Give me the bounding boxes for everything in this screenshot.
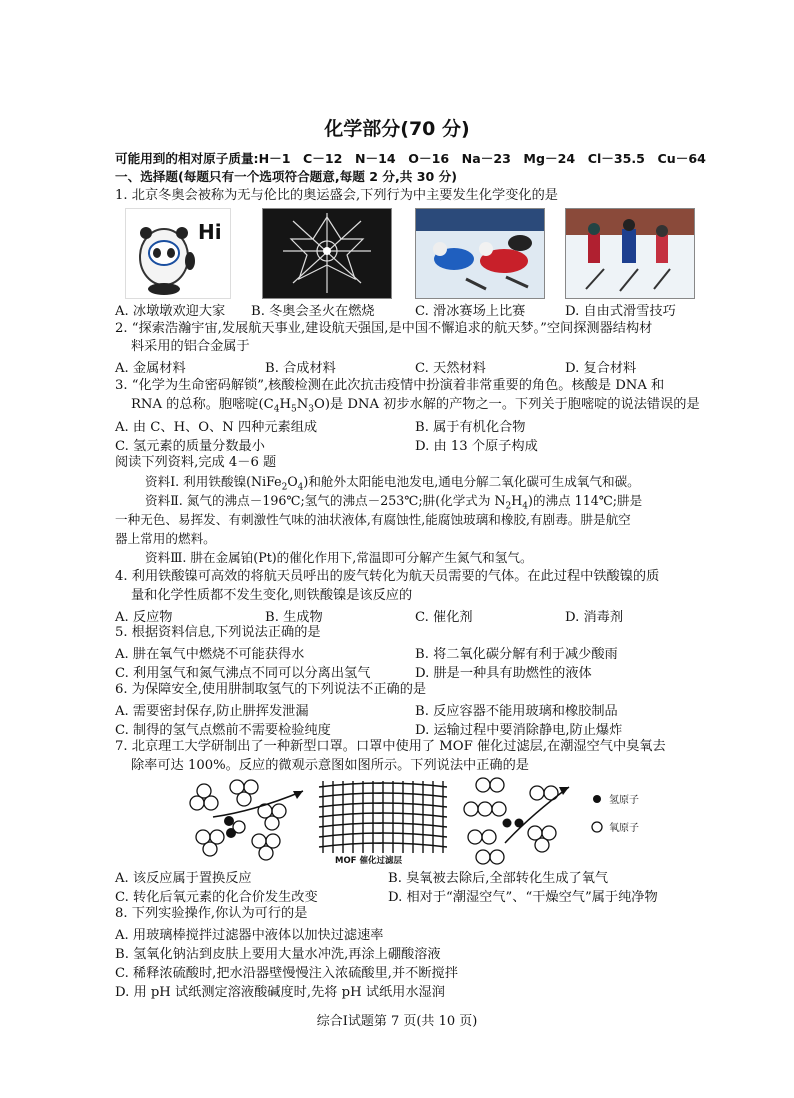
section-title: 化学部分(70 分): [324, 118, 470, 140]
q6-option-c: C. 制得的氢气点燃前不需要检验纯度: [115, 723, 331, 738]
material-2-line-1: 资料Ⅱ. 氮气的沸点－196℃;氢气的沸点－253℃;肼(化学式为 $N_2H_4$)的沸点 114℃;肼是: [145, 493, 643, 512]
q4-option-b: B. 生成物: [265, 610, 323, 625]
q2-option-d: D. 复合材料: [565, 361, 637, 376]
material-3: 资料Ⅲ. 肼在金属铂(Pt)的催化作用下,常温即可分解产生氮气和氢气。: [145, 550, 533, 565]
reaction-diagram: [185, 775, 655, 865]
q2-stem-1: 2. “探索浩瀚宇宙,发展航天事业,建设航天强国,是中国不懈追求的航天梦。”空间探测器结构材: [115, 321, 653, 336]
material-2-line-2: 一种无色、易挥发、有刺激性气味的油状液体,有腐蚀性,能腐蚀玻璃和橡胶,有剧毒。肼是航空: [115, 512, 631, 527]
q4-stem-2: 量和化学性质都不发生变化,则铁酸镍是该反应的: [131, 588, 413, 603]
q6-option-a: A. 需要密封保存,防止肼挥发泄漏: [115, 704, 309, 719]
page-footer: 综合Ⅰ试题第 7 页(共 10 页): [316, 1014, 478, 1029]
q7-option-a: A. 该反应属于置换反应: [115, 871, 252, 886]
q4-stem-1: 4. 利用铁酸镍可高效的将航天员呼出的废气转化为航天员需要的气体。在此过程中铁酸镍的质: [115, 569, 660, 584]
q1-option-b: B. 冬奥会圣火在燃烧: [251, 304, 375, 319]
q3-option-d: D. 由 13 个原子构成: [415, 439, 538, 454]
q5-stem: 5. 根据资料信息,下列说法正确的是: [115, 625, 321, 640]
q5-option-d: D. 肼是一种具有助燃性的液体: [415, 666, 592, 681]
q7-option-b: B. 臭氧被去除后,全部转化生成了氧气: [388, 871, 609, 886]
section-heading: 一、选择题(每题只有一个选项符合题意,每题 2 分,共 30 分): [115, 169, 457, 184]
q2-option-b: B. 合成材料: [265, 361, 336, 376]
photo-mascot: [125, 208, 231, 299]
q5-option-a: A. 肼在氧气中燃烧不可能获得水: [115, 647, 305, 662]
reading-intro: 阅读下列资料,完成 4－6 题: [115, 455, 277, 470]
q3-option-b: B. 属于有机化合物: [415, 420, 526, 435]
q6-option-d: D. 运输过程中要消除静电,防止爆炸: [415, 723, 623, 738]
photo-torch: [262, 208, 392, 299]
q8-stem: 8. 下列实验操作,你认为可行的是: [115, 906, 308, 921]
q7-stem-2: 除率可达 100%。反应的微观示意图如图所示。下列说法中正确的是: [131, 758, 529, 773]
q7-option-d: D. 相对于“潮湿空气”、“干燥空气”属于纯净物: [388, 890, 658, 905]
q3-option-a: A. 由 C、H、O、N 四种元素组成: [115, 420, 318, 435]
mascot-hi-text: Hi: [198, 220, 222, 244]
q3-stem-2: RNA 的总称。胞嘧啶$(C_4H_5N_3O)$是 DNA 初步水解的产物之一。下列关于胞嘧啶的说法错误的是: [131, 397, 700, 415]
q5-option-c: C. 利用氢气和氮气沸点不同可以分离出氢气: [115, 666, 371, 681]
q2-option-c: C. 天然材料: [415, 361, 486, 376]
q2-stem-2: 料采用的铝合金属于: [131, 339, 250, 354]
q6-stem: 6. 为保障安全,使用肼制取氢气的下列说法不正确的是: [115, 682, 427, 697]
q8-option-c: C. 稀释浓硫酸时,把水沿器壁慢慢注入浓硫酸里,并不断搅拌: [115, 966, 458, 981]
q7-option-c: C. 转化后氧元素的化合价发生改变: [115, 890, 318, 905]
q8-option-b: B. 氢氧化钠沾到皮肤上要用大量水冲洗,再涂上硼酸溶液: [115, 947, 441, 962]
q5-option-b: B. 将二氧化碳分解有利于减少酸雨: [415, 647, 618, 662]
legend-oxygen: 氧原子: [609, 823, 639, 834]
q3-stem-1: 3. “化学为生命密码解锁”,核酸检测在此次抗击疫情中扮演着非常重要的角色。核酸是 DNA 和: [115, 378, 665, 393]
material-1: 资料Ⅰ. 利用铁酸镍$(NiFe_2O_4)$和舱外太阳能电池发电,通电分解二氧化碳可生成氧气和碳。: [145, 474, 640, 493]
material-2-line-3: 器上常用的燃料。: [115, 531, 216, 546]
q1-option-d: D. 自由式滑雪技巧: [565, 304, 676, 319]
q8-option-d: D. 用 pH 试纸测定溶液酸碱度时,先将 pH 试纸用水湿润: [115, 985, 445, 1000]
q1-stem: 1. 北京冬奥会被称为无与伦比的奥运盛会,下列行为中主要发生化学变化的是: [115, 188, 558, 203]
q6-option-b: B. 反应容器不能用玻璃和橡胶制品: [415, 704, 618, 719]
q2-option-a: A. 金属材料: [115, 361, 186, 376]
q4-option-d: D. 消毒剂: [565, 610, 624, 625]
q4-option-a: A. 反应物: [115, 610, 173, 625]
q1-option-a: A. 冰墩墩欢迎大家: [115, 304, 226, 319]
photo-skiing: [565, 208, 695, 299]
q4-option-c: C. 催化剂: [415, 610, 473, 625]
mof-label: MOF 催化过滤层: [335, 856, 402, 865]
q3-option-c: C. 氢元素的质量分数最小: [115, 439, 265, 454]
legend-hydrogen: 氢原子: [609, 795, 639, 806]
photo-skating: [415, 208, 545, 299]
q8-option-a: A. 用玻璃棒搅拌过滤器中液体以加快过滤速率: [115, 928, 384, 943]
atomic-masses: 可能用到的相对原子质量:H－1 C－12 N－14 O－16 Na－23 Mg－24 Cl－35.5 Cu－64: [115, 151, 706, 166]
q7-stem-1: 7. 北京理工大学研制出了一种新型口罩。口罩中使用了 MOF 催化过滤层,在潮湿空气中臭氧去: [115, 739, 666, 754]
q1-option-c: C. 滑冰赛场上比赛: [415, 304, 526, 319]
